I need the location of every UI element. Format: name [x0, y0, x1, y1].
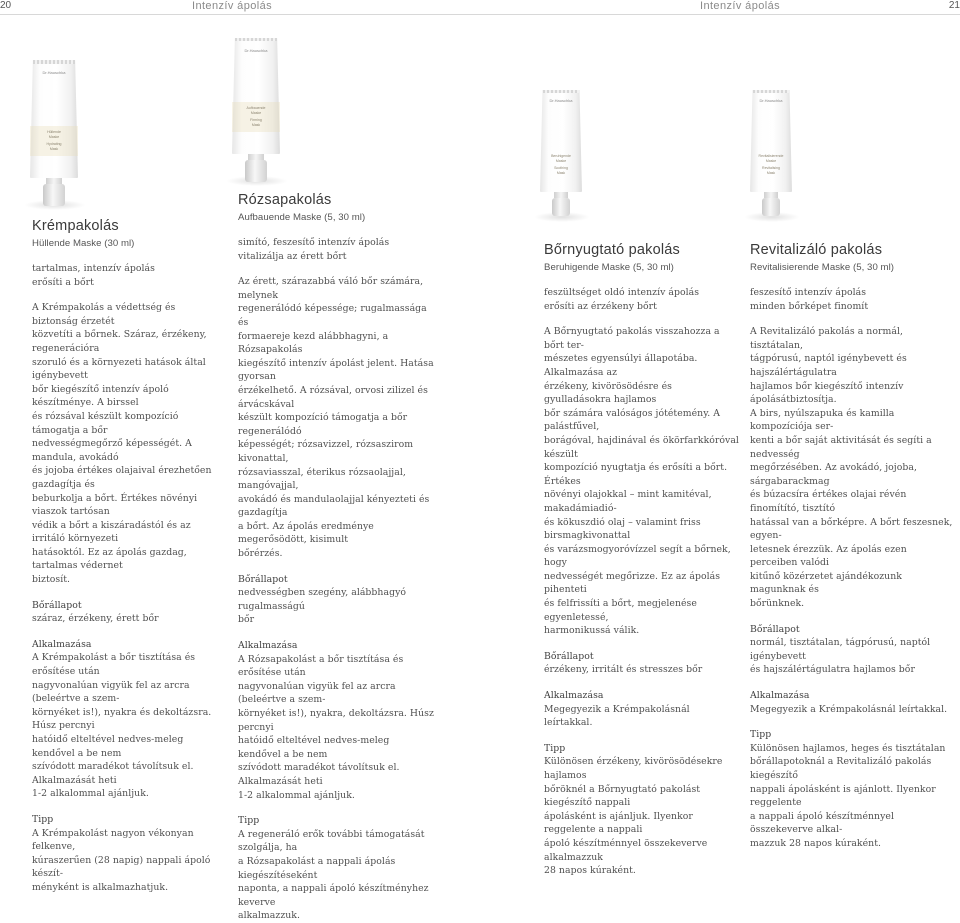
tip-line: naponta, a nappali ápoló készítményhez keverve: [238, 883, 429, 908]
tip-heading: Tipp: [238, 815, 260, 827]
tip-line: Különösen érzékeny, kivörösödésekre hajlamos: [544, 756, 723, 781]
description-line: és búzacsíra értékes olajai révén finomítító, tisztító: [750, 489, 907, 514]
description-line: és jojoba értékes olajaival érezhetően gazdagítja és: [32, 465, 212, 490]
description-line: hajlamos bőr kiegészítő intenzív ápolásátbiztosítja.: [750, 380, 904, 406]
description-line: nedvességmegőrző képességét. A mandula, avokádó: [32, 438, 192, 463]
description-line: kiegészítő intenzív ápolást jelent. Hatása gyorsan: [238, 357, 434, 383]
usage-line: környéket is!), nyakra, dekoltázsra. Húsz percnyi: [238, 708, 434, 733]
usage-line: nagyvonalúan vigyük fel az arcra (beleértve a szem-: [238, 680, 396, 706]
description-line: képességét; rózsaviz​zel, rózsaszirom kivonattal,: [238, 439, 414, 464]
skin-condition: normál, tisztátalan, tágpórusú, naptól igénybevett: [750, 637, 931, 662]
description-line: bőrünknek.: [750, 598, 805, 610]
description-line: tágpórusú, naptól igénybevett és hajszálértágulatra: [750, 353, 907, 378]
product-tagline: tartalmas, intenzív ápolás: [32, 263, 155, 274]
description-line: A Bőrnyugtató pakolás visszahozza a bőrt ter-: [544, 326, 720, 351]
right-page-number: 21: [948, 0, 960, 11]
usage-line: szívódott maradékot távolítsuk el. Alkalmazását heti: [32, 761, 194, 786]
usage-line: A Krémpakolást a bőr tisztítása és erősítése után: [32, 652, 196, 678]
tip-line: ápoló készítménnyel összekeverve alkalmazzuk: [544, 837, 708, 863]
product-tagline: simító, feszesítő intenzív ápolás: [238, 237, 390, 248]
product-section-rozsapakolas: [238, 192, 434, 923]
tip-heading: Tipp: [750, 729, 772, 741]
description-line: mészetes egyensúlyi állapotába. Alkalmazása az: [544, 353, 698, 378]
description-line: kenti a bőr saját aktivitását és segíti a nedvesség: [750, 434, 932, 460]
description-line: és felfrissíti a bőrt, megjelenése egyenletessé,: [544, 598, 697, 623]
usage-line: A Rózsapakolást a bőr tisztítása és erősítése után: [238, 653, 404, 679]
product-tagline: erősíti az érzékeny bőrt: [544, 300, 657, 312]
description-line: A Krémpakolás a védettség és biztonság érzetét: [32, 302, 176, 327]
description-line: és varázsmogyoróvízzel segít a bőrnek, hogy: [544, 543, 731, 569]
description-line: szoruló és a környezeti hatások által igénybevett: [32, 356, 206, 382]
tip-line: a nappali ápoló készítménnyel összekeverve alkal-: [750, 810, 894, 836]
usage-line: szívódott maradékot távolítsuk el. Alkalmazását heti: [238, 762, 400, 787]
page-header: [0, 0, 960, 14]
skin-condition: bőr: [238, 614, 255, 626]
description-line: Az érett, szárazabbá váló bőr számára, melynek: [238, 276, 424, 301]
description-line: borágóval, hajdinával és ökörfarkkóróval készült: [544, 434, 739, 460]
description-line: harmonikussá válik.: [544, 625, 640, 637]
tip-line: alkalmazzuk.: [238, 910, 300, 922]
description-line: kompozíció nyugtatja és erősíti a bőrt. Értékes: [544, 462, 728, 487]
usage-line: 1-2 alkalommal ajánljuk.: [238, 789, 355, 801]
description-line: A birs, nyúlszapuka és kamilla kompozíciója ser-: [750, 407, 895, 433]
description-line: és kökuszdió olaj – valamint friss birsmagkivonattal: [544, 516, 701, 542]
product-title: Bőrnyugtató pakolás: [544, 242, 680, 258]
skin-condition: és hajszálértágulatra hajlamos bőr: [750, 664, 915, 676]
product-subtitle: Beruhigende Maske (5, 30 ml): [544, 262, 674, 273]
description-line: kitűnő közérzetet ajándékozunk magunknak és: [750, 570, 902, 596]
skin-condition: érzékeny, irritált és stresszes bőr: [544, 664, 703, 676]
product-tagline: feszesítő intenzív ápolás: [750, 287, 867, 298]
product-section-revitalizalo: [750, 242, 954, 851]
skin-condition-heading: Bőrállapot: [750, 623, 800, 635]
skin-condition-heading: Bőrállapot: [544, 650, 594, 662]
description-line: hatással van a bőrképre. A bőrt feszesnek, egyen-: [750, 516, 953, 542]
usage-line: nagyvonalúan vigyük fel az arcra (beleértve a szem-: [32, 679, 190, 705]
description-line: avokádó és mandulaolajjal kényezteti és gazdagítja: [238, 493, 430, 519]
description-line: érzékelhető. A rózsával, orvosi zilizel és árvácskával: [238, 384, 428, 410]
description-line: közvetíti a bőrnek. Száraz, érzékeny, regenerációra: [32, 329, 207, 354]
product-section-krempakolas: [32, 218, 224, 895]
product-subtitle: Revitalisierende Maske (5, 30 ml): [750, 262, 895, 273]
product-title: Krémpakolás: [32, 218, 119, 234]
description-line: érzékeny, kivörösödésre és gyulladásokra hajlamos: [544, 380, 672, 406]
tip-line: a Rózsapakolást a nappali ápolás kiegészítéseként: [238, 855, 396, 881]
header-divider: [0, 14, 960, 15]
description-line: rózsaviasszal, éterikus rózsaolajjal, mangóvajjal,: [238, 466, 406, 492]
usage-line: 1-2 alkalommal ajánljuk.: [32, 788, 149, 800]
description-line: bőr kiegészítő intenzív ápoló készítménye. A birssel: [32, 383, 169, 409]
description-line: letesnek érezzük. Az ápolás ezen perceiben valódi: [750, 543, 907, 569]
tip-line: A Krémpakolást nagyon vékonyan felkenve,: [32, 827, 194, 853]
product-tagline: minden bőrképet finomít: [750, 300, 869, 312]
product-title: Revitalizáló pakolás: [750, 242, 883, 258]
skin-condition-heading: Bőrállapot: [238, 573, 288, 585]
description-line: formaereje kezd alábbhagyni, a Rózsapakolás: [238, 330, 389, 356]
product-tagline: feszültséget oldó intenzív ápolás: [544, 287, 700, 298]
tip-line: nappali ápolásként is ajánlott. Ilyenkor reggelente: [750, 783, 936, 809]
usage-line: hatóidő elteltével nedves-meleg kendővel a be nem: [238, 735, 390, 760]
description-line: a bőrt. Az ápolás eredménye megerősödött, kisimult: [238, 520, 374, 546]
usage-line: Megegyezik a Krémpakolásnál leírtakkal.: [544, 703, 690, 729]
description-line: megőrzésében. Az avokádó, jojoba, sárgabarackmag: [750, 462, 917, 487]
usage-heading: Alkalmazása: [544, 690, 604, 702]
tip-line: 28 napos kúraként.: [544, 865, 636, 877]
product-subtitle: Hüllende Maske (30 ml): [32, 238, 135, 249]
tip-line: ápolásként is ajánljuk. Ilyenkor reggelente a nappali: [544, 810, 693, 836]
left-section-title: Intenzív ápolás: [192, 0, 272, 12]
tip-line: Különösen hajlamos, heges és tisztátalan: [750, 742, 946, 754]
product-tube-bornyugtato: Dr.Hauschka Beruhigende Maske Soothing Mask: [540, 90, 582, 192]
tip-line: kúraszerűen (28 napig) nappali ápoló készít-: [32, 854, 211, 880]
description-line: A Revitalizáló pakolás a normál, tisztátalan,: [750, 326, 903, 351]
description-line: biztosít.: [32, 574, 71, 586]
usage-line: környéket is!), nyakra és dekoltázsra. Húsz percnyi: [32, 706, 212, 732]
description-line: védik a bőrt a kiszáradástól és az irritáló környezeti: [32, 519, 191, 545]
usage-line: Megegyezik a Krémpakolásnál leírtakkal.: [750, 703, 948, 715]
right-section-title: Intenzív ápolás: [700, 0, 780, 12]
description-line: beburkolja a bőrt. Értékes növényi viaszok tartósan: [32, 492, 198, 518]
usage-heading: Alkalmazása: [238, 640, 298, 652]
product-subtitle: Aufbauende Maske (5, 30 ml): [238, 212, 366, 223]
product-tagline: erősíti a bőrt: [32, 276, 94, 288]
tip-line: mazzuk 28 napos kúraként.: [750, 837, 881, 849]
product-tube-revitalizalo: Dr.Hauschka Revitalisierende Maske Revitalising Mask: [750, 90, 792, 192]
description-line: bőrérzés.: [238, 548, 283, 560]
tip-heading: Tipp: [32, 813, 54, 825]
tip-line: bőrállapotoknál a Revitalizáló pakolás kiegészítő: [750, 756, 932, 781]
usage-heading: Alkalmazása: [32, 638, 92, 650]
tip-heading: Tipp: [544, 742, 566, 754]
product-section-bornyugtato: [544, 242, 740, 878]
product-tagline: vitalizálja az érett bőrt: [238, 250, 347, 262]
product-tube-rozsapakolas: Dr.Hauschka Aufbauende Maske Firming Mask: [232, 38, 280, 154]
description-line: hatásoktól. Ez az ápolás gazdag, tartalmas védernet: [32, 546, 187, 572]
description-line: bőr számára valóságos jótétemény. A palástfűvel,: [544, 407, 721, 433]
left-page-number: 20: [0, 0, 12, 11]
skin-condition: száraz, érzékeny, érett bőr: [32, 613, 159, 625]
tip-line: ményként is alkalmazhatjuk.: [32, 881, 169, 893]
tip-line: bőröknél a Bőrnyugtató pakolást kiegészítő nappali: [544, 783, 701, 809]
description-line: nedvességét megőrizze. Ez az ápolás pihenteti: [544, 570, 721, 596]
description-line: és rózsával készült kompozíció támogatja a bőr: [32, 410, 179, 436]
tip-line: A regeneráló erők további támogatását szolgálja, ha: [238, 828, 425, 854]
product-tube-krempakolas: Dr.Hauschka Hüllende Maske Hydrating Mask: [30, 60, 78, 178]
usage-heading: Alkalmazása: [750, 690, 810, 702]
skin-condition-heading: Bőrállapot: [32, 599, 82, 611]
description-line: regenerálódó képessége; rugalmassága és: [238, 303, 427, 328]
usage-line: hatóidő elteltével nedves-meleg kendővel a be nem: [32, 734, 184, 759]
description-line: növényi olajokkal – mint kamitéval, makadámiadió-: [544, 489, 712, 514]
product-title: Rózsapakolás: [238, 192, 332, 208]
description-line: készült kompozíció támogatja a bőr regenerálódó: [238, 412, 408, 437]
skin-condition: nedvességben szegény, alábbhagyó rugalmasságú: [238, 587, 407, 612]
